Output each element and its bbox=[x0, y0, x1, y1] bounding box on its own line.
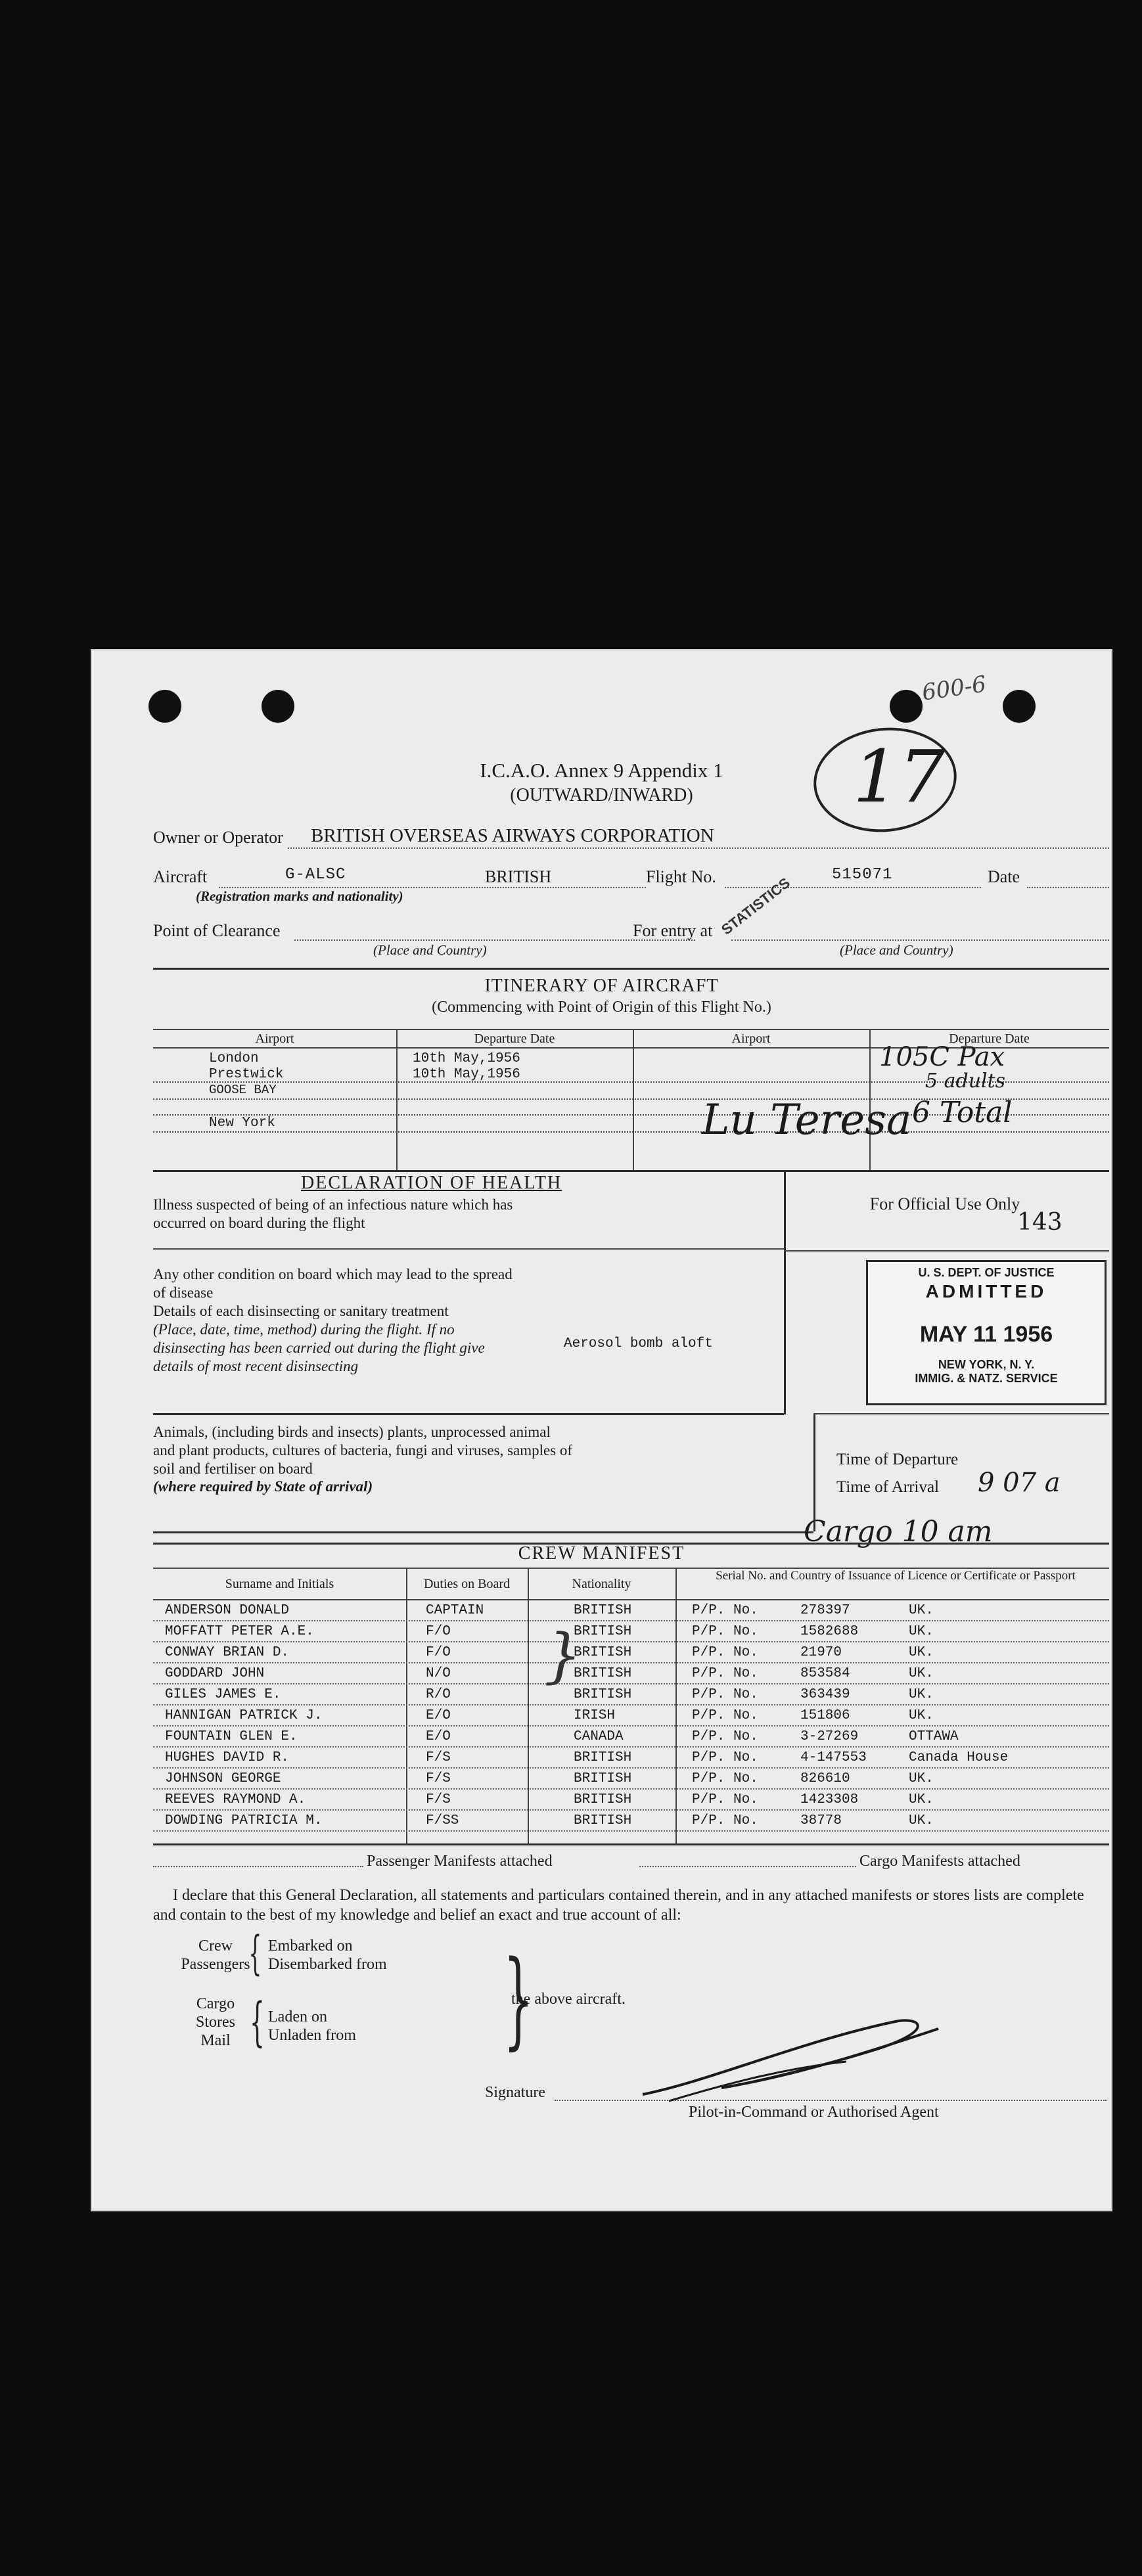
aircraft-text: the above aircraft. bbox=[511, 1991, 626, 2008]
crew-num: 853584 bbox=[800, 1666, 850, 1681]
crew-duty: CAPTAIN bbox=[426, 1603, 484, 1618]
handwritten-total-count: 6 Total bbox=[912, 1096, 1013, 1129]
itinerary-airport: Prestwick bbox=[209, 1067, 284, 1082]
crew-country: UK. bbox=[909, 1603, 934, 1618]
mail-label: Mail bbox=[200, 2032, 231, 2049]
cargo-manifests-label: Cargo Manifests attached bbox=[859, 1853, 1020, 1870]
crew-country: OTTAWA bbox=[909, 1729, 959, 1744]
entry-label: For entry at bbox=[633, 921, 713, 940]
closing-brace-icon: } bbox=[503, 1937, 534, 2060]
disinsecting-details: (Place, date, time, method) during the flight. If no disinsecting has been carried out during the flight give details of most recent disinsecting bbox=[153, 1321, 485, 1374]
passengers-label: Passengers bbox=[181, 1956, 250, 1973]
crew-country: Canada House bbox=[909, 1750, 1009, 1765]
crew-doc: P/P. No. bbox=[692, 1603, 758, 1618]
registration-sublabel: (Registration marks and nationality) bbox=[196, 888, 403, 904]
crew-nat: BRITISH bbox=[574, 1645, 632, 1660]
crew-duty: F/S bbox=[426, 1771, 451, 1786]
illness-question: Illness suspected of being of an infectious nature which has occurred on board during the flight bbox=[153, 1196, 513, 1231]
admitted-stamp bbox=[866, 1260, 1107, 1405]
stamp-city: NEW YORK, N. Y. bbox=[938, 1358, 1035, 1371]
clearance-sublabel: (Place and Country) bbox=[373, 942, 487, 958]
crew-name: FOUNTAIN GLEN E. bbox=[165, 1729, 298, 1744]
crew-country: UK. bbox=[909, 1771, 934, 1786]
disembarked-label: Disembarked from bbox=[268, 1956, 387, 1973]
punch-hole bbox=[1003, 690, 1036, 723]
disinsecting-value: Aerosol bomb aloft bbox=[564, 1336, 713, 1351]
clearance-label: Point of Clearance bbox=[153, 921, 281, 940]
owner-label: Owner or Operator bbox=[153, 828, 283, 847]
flight-number: 515071 bbox=[832, 866, 893, 884]
crew-doc: P/P. No. bbox=[692, 1708, 758, 1723]
crew-doc: P/P. No. bbox=[692, 1645, 758, 1660]
crew-duty: E/O bbox=[426, 1708, 451, 1723]
crew-row bbox=[153, 1645, 1109, 1663]
crew-title: CREW MANIFEST bbox=[518, 1543, 685, 1564]
crew-row bbox=[153, 1708, 1109, 1727]
itinerary-date: 10th May,1956 bbox=[413, 1051, 520, 1066]
crew-num: 38778 bbox=[800, 1813, 842, 1828]
crew-col-name: Surname and Initials bbox=[225, 1577, 334, 1591]
pilot-label: Pilot-in-Command or Authorised Agent bbox=[689, 2104, 939, 2121]
crew-passengers-group bbox=[179, 1937, 252, 1974]
crew-country: UK. bbox=[909, 1687, 934, 1702]
pilot-signature bbox=[629, 2002, 971, 2108]
form-direction: (OUTWARD/INWARD) bbox=[510, 785, 693, 805]
cargo-stores-group bbox=[179, 1995, 252, 2050]
itinerary-airport: London bbox=[209, 1051, 259, 1066]
crew-doc: P/P. No. bbox=[692, 1771, 758, 1786]
handwritten-number: 17 bbox=[853, 734, 945, 819]
crew-doc: P/P. No. bbox=[692, 1813, 758, 1828]
crew-doc: P/P. No. bbox=[692, 1666, 758, 1681]
crew-country: UK. bbox=[909, 1624, 934, 1639]
crew-nat: IRISH bbox=[574, 1708, 616, 1723]
itinerary-date: 10th May,1956 bbox=[413, 1067, 520, 1082]
crew-country: UK. bbox=[909, 1813, 934, 1828]
corner-note: 600-6 bbox=[920, 671, 988, 706]
crew-duty: F/S bbox=[426, 1792, 451, 1807]
disinsecting-question: Details of each disinsecting or sanitary treatment bbox=[153, 1303, 449, 1319]
brace-icon: { bbox=[248, 1926, 262, 1980]
handwritten-inspector-initials: Lu Teresa bbox=[702, 1096, 912, 1144]
animals-note: (where required by State of arrival) bbox=[153, 1478, 373, 1495]
crew-country: UK. bbox=[909, 1708, 934, 1723]
punch-hole bbox=[148, 690, 181, 723]
crew-duty: F/O bbox=[426, 1645, 451, 1660]
crew-row bbox=[153, 1624, 1109, 1642]
laden-group bbox=[268, 2008, 356, 2045]
itinerary-title: ITINERARY OF AIRCRAFT bbox=[484, 976, 719, 996]
crew-country: UK. bbox=[909, 1645, 934, 1660]
date-label: Date bbox=[988, 867, 1020, 886]
aircraft-nationality: BRITISH bbox=[485, 867, 552, 886]
cargo-handwritten-note: Cargo 10 am bbox=[804, 1515, 993, 1548]
brace-icon: { bbox=[249, 1991, 265, 2052]
itinerary-col-airport: Airport bbox=[255, 1031, 294, 1046]
handwritten-passenger-count: 105C Pax bbox=[879, 1042, 1005, 1072]
crew-num: 21970 bbox=[800, 1645, 842, 1660]
health-title: DECLARATION OF HEALTH bbox=[301, 1173, 562, 1193]
crew-name: GODDARD JOHN bbox=[165, 1666, 265, 1681]
crew-row bbox=[153, 1750, 1109, 1769]
crew-num: 151806 bbox=[800, 1708, 850, 1723]
crew-col-duties: Duties on Board bbox=[423, 1577, 511, 1591]
animals-question: Animals, (including birds and insects) plants, unprocessed animal and plant products, cultures of bacteria, fungi and viruses, samples of soil and fertiliser on board bbox=[153, 1424, 573, 1477]
crew-nat: BRITISH bbox=[574, 1750, 632, 1765]
crew-row bbox=[153, 1771, 1109, 1790]
declaration-text: I declare that this General Declaration, all statements and particulars contained therein, and in any attached manifests or stores lists are complete and contain to the best of my knowledge and belief an exact and true account of all: bbox=[153, 1887, 1084, 1924]
crew-duty: R/O bbox=[426, 1687, 451, 1702]
crew-nat: BRITISH bbox=[574, 1771, 632, 1786]
stores-label: Stores bbox=[196, 2014, 235, 2031]
crew-num: 3-27269 bbox=[800, 1729, 859, 1744]
itinerary-col-departure-2: Departure Date bbox=[949, 1031, 1030, 1046]
crew-nat: CANADA bbox=[574, 1729, 624, 1744]
crew-duty: F/SS bbox=[426, 1813, 459, 1828]
entry-sublabel: (Place and Country) bbox=[840, 942, 953, 958]
punch-hole bbox=[262, 690, 294, 723]
statistics-stamp: STATISTICS bbox=[718, 874, 793, 938]
crew-nat: BRITISH bbox=[574, 1666, 632, 1681]
crew-country: UK. bbox=[909, 1792, 934, 1807]
cargo-label: Cargo bbox=[196, 1995, 235, 2012]
crew-doc: P/P. No. bbox=[692, 1729, 758, 1744]
punch-hole bbox=[890, 690, 923, 723]
owner-value: BRITISH OVERSEAS AIRWAYS CORPORATION bbox=[311, 825, 714, 846]
crew-row bbox=[153, 1687, 1109, 1706]
form-title: I.C.A.O. Annex 9 Appendix 1 bbox=[480, 759, 723, 782]
other-condition-question: Any other condition on board which may lead to the spread of disease bbox=[153, 1266, 513, 1301]
aircraft-label: Aircraft bbox=[153, 867, 208, 886]
flight-label: Flight No. bbox=[646, 867, 716, 886]
crew-num: 1423308 bbox=[800, 1792, 859, 1807]
crew-name: REEVES RAYMOND A. bbox=[165, 1792, 306, 1807]
official-use-number: 143 bbox=[1017, 1209, 1062, 1236]
crew-name: DOWDING PATRICIA M. bbox=[165, 1813, 323, 1828]
crew-duty: F/O bbox=[426, 1624, 451, 1639]
crew-doc: P/P. No. bbox=[692, 1792, 758, 1807]
crew-nat: BRITISH bbox=[574, 1603, 632, 1618]
embarked-label: Embarked on bbox=[268, 1937, 353, 1955]
crew-name: JOHNSON GEORGE bbox=[165, 1771, 281, 1786]
embark-group bbox=[268, 1937, 387, 1974]
declaration-form bbox=[91, 649, 1112, 2211]
time-departure-label: Time of Departure bbox=[836, 1451, 959, 1468]
time-arrival-label: Time of Arrival bbox=[836, 1478, 940, 1496]
crew-duty: N/O bbox=[426, 1666, 451, 1681]
arrival-time-handwritten: 9 07 a bbox=[978, 1468, 1061, 1498]
crew-doc: P/P. No. bbox=[692, 1687, 758, 1702]
aircraft-registration: G-ALSC bbox=[285, 866, 346, 884]
laden-label: Laden on bbox=[268, 2008, 327, 2025]
signature-label: Signature bbox=[485, 2084, 545, 2101]
crew-duty: E/O bbox=[426, 1729, 451, 1744]
crew-row bbox=[153, 1729, 1109, 1748]
crew-doc: P/P. No. bbox=[692, 1750, 758, 1765]
stamp-agency: U. S. DEPT. OF JUSTICE bbox=[918, 1266, 1055, 1279]
crew-num: 826610 bbox=[800, 1771, 850, 1786]
crew-nat: BRITISH bbox=[574, 1813, 632, 1828]
stamp-date: MAY 11 1956 bbox=[919, 1322, 1053, 1347]
stamp-admitted: ADMITTED bbox=[925, 1281, 1047, 1301]
crew-row bbox=[153, 1666, 1109, 1684]
handwritten-bracket: } bbox=[544, 1621, 582, 1690]
crew-doc: P/P. No. bbox=[692, 1624, 758, 1639]
itinerary-col-departure: Departure Date bbox=[474, 1031, 555, 1046]
crew-row bbox=[153, 1603, 1109, 1621]
crew-country: UK. bbox=[909, 1666, 934, 1681]
crew-table-body bbox=[153, 1603, 1109, 1840]
stamp-service: IMMIG. & NATZ. SERVICE bbox=[915, 1372, 1058, 1385]
unladen-label: Unladen from bbox=[268, 2027, 356, 2044]
crew-nat: BRITISH bbox=[574, 1792, 632, 1807]
crew-name: HUGHES DAVID R. bbox=[165, 1750, 290, 1765]
crew-num: 4-147553 bbox=[800, 1750, 867, 1765]
itinerary-airport: New York bbox=[209, 1116, 275, 1131]
crew-name: GILES JAMES E. bbox=[165, 1687, 281, 1702]
crew-nat: BRITISH bbox=[574, 1624, 632, 1639]
crew-name: HANNIGAN PATRICK J. bbox=[165, 1708, 323, 1723]
crew-col-nationality: Nationality bbox=[572, 1577, 631, 1591]
itinerary-airport: GOOSE BAY bbox=[209, 1083, 277, 1097]
crew-label: Crew bbox=[198, 1937, 233, 1955]
crew-col-serial: Serial No. and Country of Issuance of Licence or Certificate or Passport bbox=[716, 1569, 1076, 1583]
crew-row bbox=[153, 1813, 1109, 1832]
crew-duty: F/S bbox=[426, 1750, 451, 1765]
crew-name: CONWAY BRIAN D. bbox=[165, 1645, 290, 1660]
handwritten-adults-count: 5 adults bbox=[925, 1070, 1006, 1093]
crew-num: 1582688 bbox=[800, 1624, 859, 1639]
itinerary-col-airport-2: Airport bbox=[731, 1031, 771, 1046]
passenger-manifests-label: Passenger Manifests attached bbox=[367, 1853, 553, 1870]
crew-name: MOFFATT PETER A.E. bbox=[165, 1624, 314, 1639]
crew-num: 278397 bbox=[800, 1603, 850, 1618]
official-use-label: For Official Use Only bbox=[869, 1194, 1020, 1213]
crew-nat: BRITISH bbox=[574, 1687, 632, 1702]
crew-num: 363439 bbox=[800, 1687, 850, 1702]
itinerary-subtitle: (Commencing with Point of Origin of this Flight No.) bbox=[432, 999, 771, 1016]
crew-row bbox=[153, 1792, 1109, 1811]
crew-name: ANDERSON DONALD bbox=[165, 1603, 290, 1618]
